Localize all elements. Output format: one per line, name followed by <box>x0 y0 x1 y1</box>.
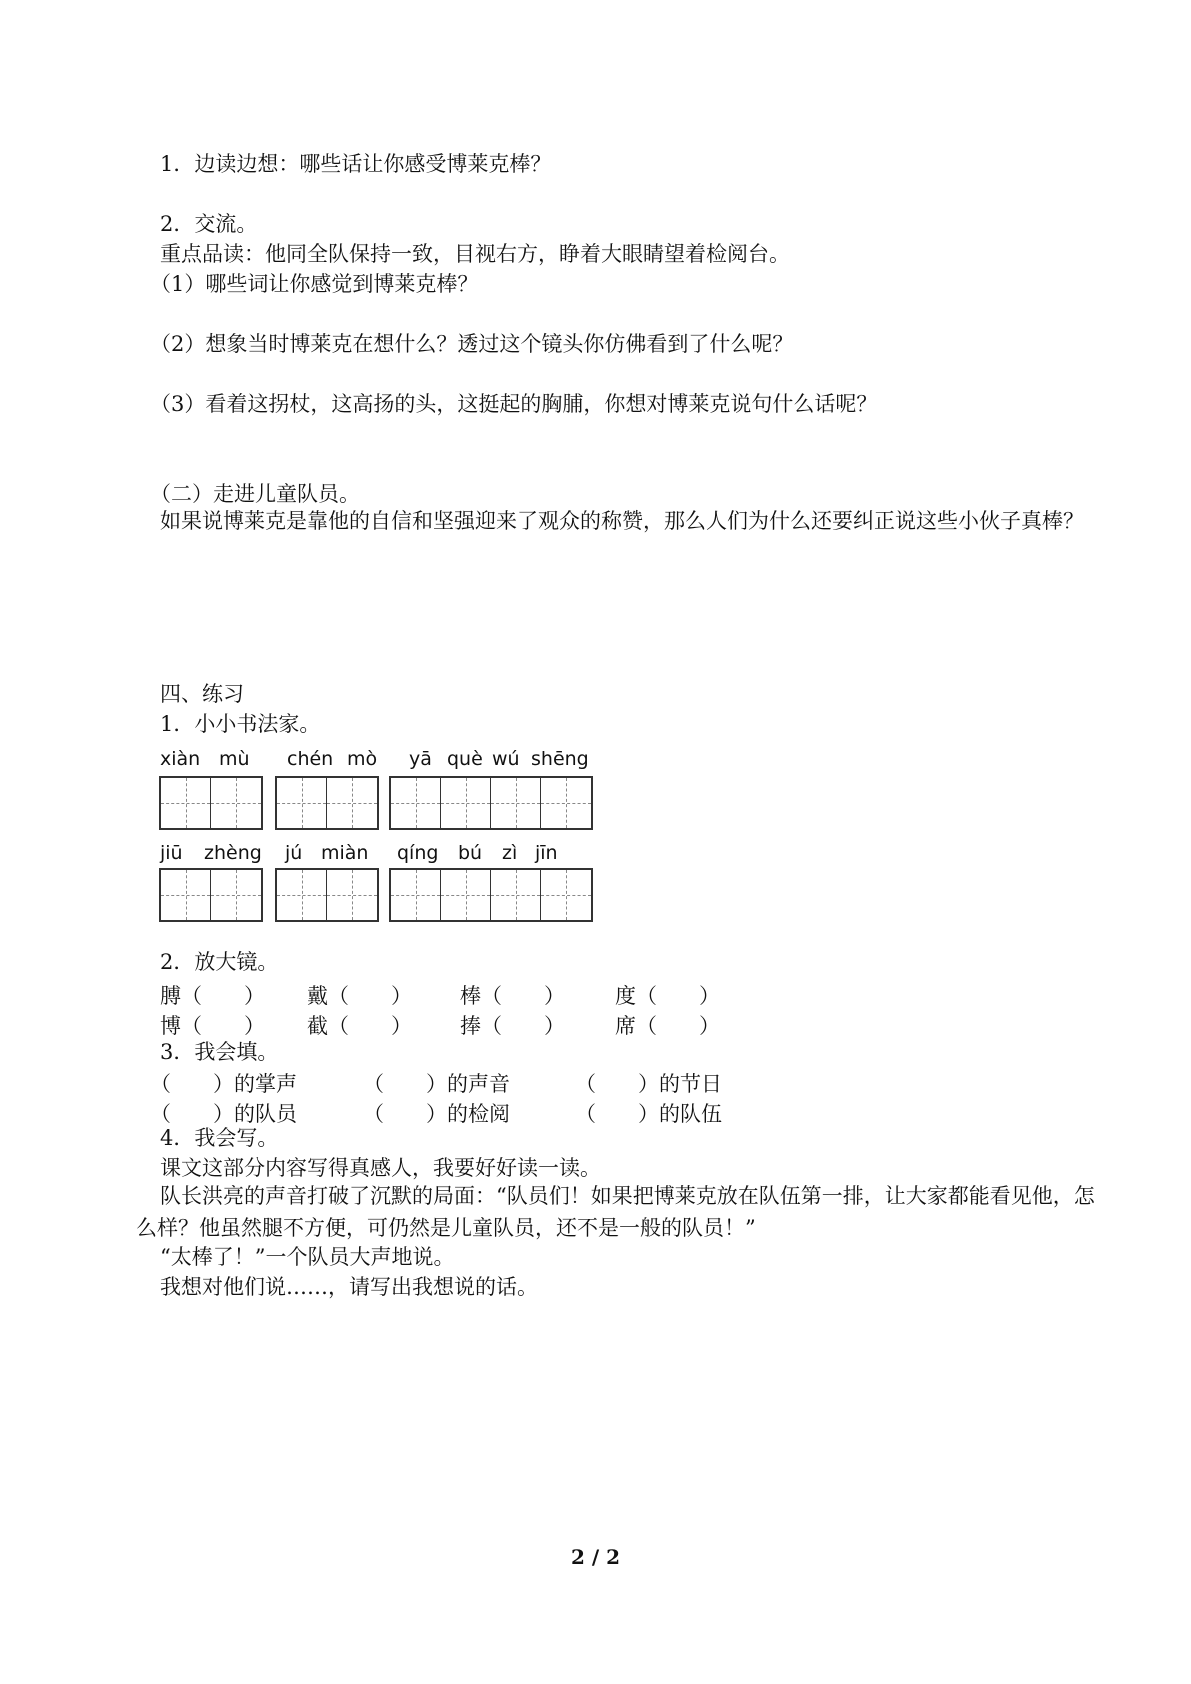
char-blank[interactable]: 捧（ ） <box>460 1014 565 1038</box>
writing-grid-xianmu[interactable] <box>159 776 263 830</box>
practice-4-line-2: 队长洪亮的声音打破了沉默的局面：“队员们！如果把博莱克放在队伍第一排，让大家都能看见他，怎么样？他虽然腿不方便，可仍然是儿童队员，还不是一般的队员！” <box>136 1184 1095 1240</box>
pinyin: chén <box>287 748 334 770</box>
practice-3-title: 3．我会填。 <box>160 1040 279 1064</box>
fill-blank[interactable]: （ ）的队伍 <box>575 1102 722 1126</box>
pinyin: miàn <box>321 842 369 864</box>
question-2-sub-2: （2）想象当时博莱克在想什么？透过这个镜头你仿佛看到了什么呢？ <box>150 332 794 356</box>
practice-4-line-1: 课文这部分内容写得真感人，我要好好读一读。 <box>160 1156 601 1180</box>
char-blank[interactable]: 膊（ ） <box>160 984 265 1008</box>
question-2-title: 2．交流。 <box>160 212 258 236</box>
practice-4-title: 4．我会写。 <box>160 1126 279 1150</box>
question-2-focus: 重点品读：他同全队保持一致，目视右方，睁着大眼睛望着检阅台。 <box>160 242 790 266</box>
char-blank[interactable]: 席（ ） <box>615 1014 720 1038</box>
question-2-sub-1: （1）哪些词让你感觉到博莱克棒？ <box>150 272 479 296</box>
fill-blank[interactable]: （ ）的节日 <box>575 1072 722 1096</box>
fill-blank[interactable]: （ ）的掌声 <box>150 1072 297 1096</box>
fill-blank[interactable]: （ ）的检阅 <box>363 1102 510 1126</box>
char-blank[interactable]: 戴（ ） <box>307 984 412 1008</box>
fill-blank[interactable]: （ ）的声音 <box>363 1072 510 1096</box>
pinyin: jīn <box>535 842 558 864</box>
question-1: 1．边读边想：哪些话让你感受博莱克棒？ <box>160 152 552 176</box>
pinyin: bú <box>458 842 483 864</box>
writing-grid-jumian[interactable] <box>275 868 379 922</box>
writing-grid-chenmo[interactable] <box>275 776 379 830</box>
char-blank[interactable]: 博（ ） <box>160 1014 265 1038</box>
pinyin: què <box>447 748 483 770</box>
practice-1-title: 1．小小书法家。 <box>160 712 321 736</box>
fill-blank[interactable]: （ ）的队员 <box>150 1102 297 1126</box>
pinyin: xiàn <box>160 748 201 770</box>
practice-title: 四、练习 <box>160 682 244 706</box>
pinyin: zì <box>502 842 518 864</box>
pinyin: qíng <box>397 842 439 864</box>
char-blank[interactable]: 棒（ ） <box>460 984 565 1008</box>
pinyin: jú <box>285 842 303 864</box>
pinyin: mò <box>347 748 378 770</box>
section-2-title: （二）走进儿童队员。 <box>150 482 360 506</box>
char-blank[interactable]: 截（ ） <box>307 1014 412 1038</box>
page-number: 2 / 2 <box>570 1545 621 1569</box>
writing-grid-yaquewusheng[interactable] <box>389 776 593 830</box>
char-blank[interactable]: 度（ ） <box>615 984 720 1008</box>
section-2-text: 如果说博莱克是靠他的自信和坚强迎来了观众的称赞，那么人们为什么还要纠正说这些小伙子真棒？ <box>160 509 1084 533</box>
pinyin: jiū <box>160 842 183 864</box>
writing-grid-qingbuzijin[interactable] <box>389 868 593 922</box>
practice-4-line-4: 我想对他们说……，请写出我想说的话。 <box>160 1275 538 1299</box>
question-2-sub-3: （3）看着这拐杖，这高扬的头，这挺起的胸脯，你想对博莱克说句什么话呢？ <box>150 392 878 416</box>
practice-4-line-3: “太棒了！”一个队员大声地说。 <box>160 1245 455 1269</box>
pinyin: mù <box>219 748 250 770</box>
pinyin: shēng <box>531 748 589 770</box>
writing-grid-jiuzheng[interactable] <box>159 868 263 922</box>
pinyin: yā <box>409 748 432 770</box>
pinyin: wú <box>492 748 520 770</box>
practice-2-title: 2．放大镜。 <box>160 950 279 974</box>
pinyin: zhèng <box>204 842 262 864</box>
